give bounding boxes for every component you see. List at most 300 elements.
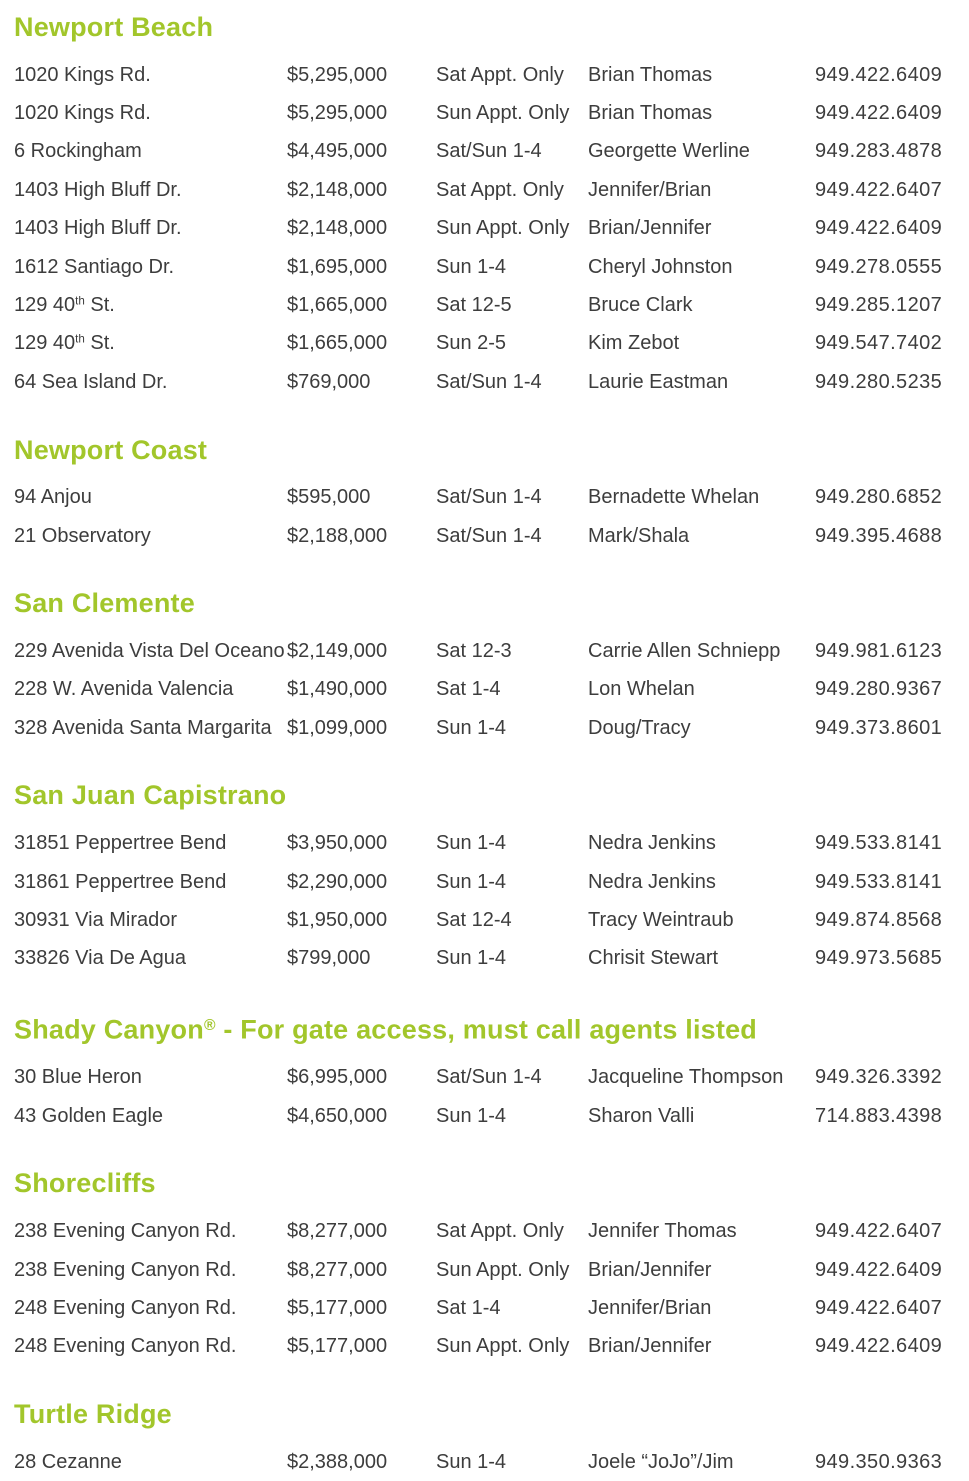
phone-text: 949.422.6409 (815, 1335, 943, 1358)
cell-price (287, 947, 436, 970)
time-text: Sun Appt. Only (436, 102, 570, 125)
cell-agent (588, 871, 815, 894)
address-text: 33826 Via De Agua (14, 947, 187, 970)
price-text: $2,388,000 (287, 1450, 388, 1473)
cell-price (287, 1105, 436, 1128)
cell-address (14, 179, 287, 202)
price-text: $8,277,000 (287, 1258, 388, 1281)
cell-address (14, 102, 287, 125)
address-text: 43 Golden Eagle (14, 1104, 164, 1127)
listing-row (14, 325, 955, 363)
section-heading: San Clemente (14, 588, 195, 619)
cell-address (14, 871, 287, 894)
cell-time (436, 871, 588, 894)
time-text: Sun 1-4 (436, 255, 507, 278)
price-text: $595,000 (287, 486, 371, 509)
cell-price (287, 832, 436, 855)
time-text: Sat Appt. Only (436, 1220, 564, 1243)
listing-row (14, 863, 955, 901)
time-text: Sun 1-4 (436, 716, 507, 739)
agent-text: Lon Whelan (588, 678, 695, 701)
cell-agent (588, 1066, 815, 1089)
cell-address (14, 1335, 287, 1358)
price-text: $5,295,000 (287, 63, 388, 86)
cell-price (287, 294, 436, 317)
address-text: 6 Rockingham (14, 140, 142, 163)
price-text: $1,099,000 (287, 716, 388, 739)
agent-text: Nedra Jenkins (588, 870, 716, 893)
cell-agent (588, 525, 815, 548)
cell-time (436, 1259, 588, 1282)
cell-phone (815, 1451, 955, 1474)
section-heading: San Juan Capistrano (14, 780, 287, 811)
agent-text: Laurie Eastman (588, 370, 729, 393)
cell-phone (815, 717, 955, 740)
listing-row (14, 901, 955, 939)
text-part: St. (84, 294, 115, 317)
text-part: - For gate access, must call agents listed (215, 1014, 757, 1045)
cell-agent (588, 371, 815, 394)
phone-text: 949.285.1207 (815, 294, 943, 317)
price-text: $1,665,000 (287, 294, 388, 317)
agent-text: Cheryl Johnston (588, 255, 733, 278)
cell-phone (815, 1066, 955, 1089)
time-text: Sun 1-4 (436, 1104, 507, 1127)
cell-phone (815, 179, 955, 202)
address-text: 1020 Kings Rd. (14, 63, 151, 86)
price-text: $2,290,000 (287, 870, 388, 893)
listing-row (14, 248, 955, 286)
cell-address (14, 486, 287, 509)
price-text: $3,950,000 (287, 832, 388, 855)
agent-text: Mark/Shala (588, 524, 690, 547)
phone-text: 949.278.0555 (815, 255, 943, 278)
cell-agent (588, 217, 815, 240)
time-text: Sat 1-4 (436, 678, 501, 701)
time-text: Sat/Sun 1-4 (436, 140, 542, 163)
cell-address (14, 1220, 287, 1243)
cell-time (436, 1105, 588, 1128)
cell-agent (588, 179, 815, 202)
cell-phone (815, 640, 955, 663)
agent-text: Kim Zebot (588, 332, 680, 355)
cell-address (14, 332, 287, 355)
cell-price (287, 179, 436, 202)
cell-agent (588, 140, 815, 163)
section-rows (14, 479, 955, 556)
cell-price (287, 371, 436, 394)
cell-agent (588, 1259, 815, 1282)
section-heading (14, 1009, 955, 1047)
cell-address (14, 1066, 287, 1089)
cell-price (287, 871, 436, 894)
cell-agent (588, 1297, 815, 1320)
superscript-text: th (75, 294, 85, 308)
cell-price (287, 717, 436, 740)
time-text: Sun Appt. Only (436, 217, 570, 240)
phone-text: 714.883.4398 (815, 1104, 943, 1127)
address-text: 238 Evening Canyon Rd. (14, 1258, 237, 1281)
phone-text: 949.422.6409 (815, 102, 943, 125)
cell-address (14, 525, 287, 548)
time-text: Sun Appt. Only (436, 1335, 570, 1358)
cell-time (436, 1451, 588, 1474)
cell-phone (815, 1297, 955, 1320)
cell-agent (588, 1220, 815, 1243)
cell-phone (815, 525, 955, 548)
cell-address (14, 1297, 287, 1320)
price-text: $5,177,000 (287, 1296, 388, 1319)
phone-text: 949.422.6409 (815, 1258, 943, 1281)
address-text: 1612 Santiago Dr. (14, 255, 175, 278)
cell-price (287, 1335, 436, 1358)
cell-time (436, 64, 588, 87)
cell-phone (815, 678, 955, 701)
listings (14, 10, 955, 1481)
time-text: Sat Appt. Only (436, 63, 564, 86)
cell-time (436, 332, 588, 355)
cell-address (14, 909, 287, 932)
price-text: $4,650,000 (287, 1104, 388, 1127)
section-heading: Turtle Ridge (14, 1398, 172, 1429)
section-heading: Shorecliffs (14, 1168, 156, 1199)
phone-text: 949.283.4878 (815, 140, 943, 163)
cell-time (436, 909, 588, 932)
section-rows (14, 1212, 955, 1366)
address-text: 1403 High Bluff Dr. (14, 217, 182, 240)
listing-row (14, 1251, 955, 1289)
time-text: Sun 1-4 (436, 832, 507, 855)
phone-text: 949.326.3392 (815, 1066, 943, 1089)
phone-text: 949.422.6409 (815, 217, 943, 240)
phone-text: 949.533.8141 (815, 870, 943, 893)
price-text: $1,695,000 (287, 255, 388, 278)
cell-agent (588, 717, 815, 740)
cell-phone (815, 1259, 955, 1282)
listing-section (14, 1397, 955, 1481)
price-text: $8,277,000 (287, 1220, 388, 1243)
cell-time (436, 179, 588, 202)
cell-time (436, 832, 588, 855)
cell-time (436, 1335, 588, 1358)
cell-agent (588, 947, 815, 970)
listing-row (14, 1097, 955, 1135)
listing-row (14, 824, 955, 862)
phone-text: 949.973.5685 (815, 947, 943, 970)
phone-text: 949.373.8601 (815, 716, 943, 739)
time-text: Sat/Sun 1-4 (436, 524, 542, 547)
listing-section (14, 10, 955, 402)
cell-phone (815, 486, 955, 509)
cell-phone (815, 1220, 955, 1243)
cell-time (436, 1220, 588, 1243)
cell-agent (588, 1451, 815, 1474)
time-text: Sun 1-4 (436, 947, 507, 970)
address-text: 328 Avenida Santa Margarita (14, 716, 272, 739)
address-text: 30 Blue Heron (14, 1066, 142, 1089)
address-text: 1020 Kings Rd. (14, 102, 151, 125)
section-rows (14, 56, 955, 402)
agent-text: Nedra Jenkins (588, 832, 716, 855)
agent-text: Georgette Werline (588, 140, 750, 163)
cell-time (436, 486, 588, 509)
cell-price (287, 1066, 436, 1089)
text-part: Shady Canyon (14, 1014, 204, 1045)
cell-price (287, 256, 436, 279)
cell-phone (815, 102, 955, 125)
time-text: Sun 2-5 (436, 332, 507, 355)
cell-price (287, 332, 436, 355)
address-text: 248 Evening Canyon Rd. (14, 1335, 237, 1358)
listing-row (14, 940, 955, 978)
phone-text: 949.981.6123 (815, 639, 943, 662)
price-text: $799,000 (287, 947, 371, 970)
listing-row (14, 210, 955, 248)
address-text: 248 Evening Canyon Rd. (14, 1296, 237, 1319)
phone-text: 949.280.5235 (815, 370, 943, 393)
listing-row (14, 94, 955, 132)
address-text: 64 Sea Island Dr. (14, 370, 168, 393)
address-text: 28 Cezanne (14, 1450, 122, 1473)
cell-phone (815, 256, 955, 279)
time-text: Sat/Sun 1-4 (436, 370, 542, 393)
listing-section (14, 433, 955, 556)
cell-price (287, 102, 436, 125)
cell-time (436, 294, 588, 317)
listing-row (14, 56, 955, 94)
cell-address (14, 1105, 287, 1128)
listing-row (14, 1059, 955, 1097)
agent-text: Brian/Jennifer (588, 1258, 712, 1281)
cell-phone (815, 832, 955, 855)
cell-phone (815, 947, 955, 970)
address-text: 21 Observatory (14, 524, 151, 547)
listing-section (14, 1166, 955, 1366)
cell-phone (815, 1335, 955, 1358)
agent-text: Jennifer/Brian (588, 1296, 712, 1319)
listing-row (14, 1212, 955, 1250)
time-text: Sat 12-3 (436, 639, 512, 662)
cell-address (14, 294, 287, 317)
cell-agent (588, 1105, 815, 1128)
address-text: 229 Avenida Vista Del Oceano (14, 639, 285, 662)
phone-text: 949.350.9363 (815, 1450, 943, 1473)
listing-row (14, 517, 955, 555)
cell-time (436, 717, 588, 740)
cell-price (287, 64, 436, 87)
phone-text: 949.422.6407 (815, 1220, 943, 1243)
cell-agent (588, 256, 815, 279)
cell-phone (815, 909, 955, 932)
cell-phone (815, 371, 955, 394)
cell-agent (588, 332, 815, 355)
superscript-text: ® (203, 1017, 216, 1035)
cell-price (287, 486, 436, 509)
cell-agent (588, 678, 815, 701)
cell-price (287, 1451, 436, 1474)
phone-text: 949.547.7402 (815, 332, 943, 355)
section-rows (14, 1059, 955, 1136)
cell-time (436, 217, 588, 240)
cell-agent (588, 1335, 815, 1358)
agent-text: Brian/Jennifer (588, 217, 712, 240)
section-rows (14, 1443, 955, 1481)
time-text: Sun Appt. Only (436, 1258, 570, 1281)
cell-address (14, 217, 287, 240)
price-text: $2,188,000 (287, 524, 388, 547)
price-text: $2,148,000 (287, 178, 388, 201)
agent-text: Brian/Jennifer (588, 1335, 712, 1358)
cell-time (436, 525, 588, 548)
cell-time (436, 140, 588, 163)
price-text: $1,950,000 (287, 908, 388, 931)
address-text: 1403 High Bluff Dr. (14, 178, 182, 201)
agent-text: Sharon Valli (588, 1104, 695, 1127)
listing-row (14, 632, 955, 670)
address-text: 238 Evening Canyon Rd. (14, 1220, 237, 1243)
agent-text: Bernadette Whelan (588, 486, 760, 509)
price-text: $769,000 (287, 370, 371, 393)
section-rows (14, 632, 955, 747)
listing-row (14, 286, 955, 324)
cell-agent (588, 832, 815, 855)
agent-text: Jennifer Thomas (588, 1220, 737, 1243)
cell-price (287, 678, 436, 701)
cell-address (14, 640, 287, 663)
address-text (14, 294, 115, 317)
listing-row (14, 1443, 955, 1481)
cell-phone (815, 1105, 955, 1128)
phone-text: 949.280.9367 (815, 678, 943, 701)
cell-time (436, 640, 588, 663)
phone-text: 949.280.6852 (815, 486, 943, 509)
phone-text: 949.422.6409 (815, 63, 943, 86)
price-text: $2,148,000 (287, 217, 388, 240)
listing-row (14, 709, 955, 747)
price-text: $4,495,000 (287, 140, 388, 163)
cell-address (14, 256, 287, 279)
text-part: 129 40 (14, 294, 76, 317)
price-text: $5,295,000 (287, 102, 388, 125)
cell-address (14, 832, 287, 855)
agent-text: Carrie Allen Schniepp (588, 639, 781, 662)
address-text: 30931 Via Mirador (14, 908, 178, 931)
text-part: 129 40 (14, 332, 76, 355)
time-text: Sun 1-4 (436, 870, 507, 893)
cell-price (287, 640, 436, 663)
cell-agent (588, 909, 815, 932)
superscript-text: th (75, 333, 85, 347)
address-text: 31861 Peppertree Bend (14, 870, 227, 893)
agent-text: Tracy Weintraub (588, 908, 734, 931)
text-part: St. (84, 332, 115, 355)
cell-price (287, 1259, 436, 1282)
agent-text: Jennifer/Brian (588, 178, 712, 201)
cell-address (14, 1451, 287, 1474)
cell-agent (588, 486, 815, 509)
agent-text: Bruce Clark (588, 294, 693, 317)
listing-section (14, 1009, 955, 1135)
listing-section (14, 586, 955, 747)
cell-agent (588, 64, 815, 87)
time-text: Sat/Sun 1-4 (436, 1066, 542, 1089)
cell-phone (815, 332, 955, 355)
cell-phone (815, 64, 955, 87)
time-text: Sat Appt. Only (436, 178, 564, 201)
cell-time (436, 102, 588, 125)
cell-phone (815, 217, 955, 240)
listing-section (14, 778, 955, 978)
cell-time (436, 947, 588, 970)
cell-time (436, 371, 588, 394)
address-text: 228 W. Avenida Valencia (14, 678, 234, 701)
agent-text: Brian Thomas (588, 63, 713, 86)
cell-address (14, 947, 287, 970)
cell-phone (815, 871, 955, 894)
price-text: $1,665,000 (287, 332, 388, 355)
price-text: $5,177,000 (287, 1335, 388, 1358)
address-text: 94 Anjou (14, 486, 92, 509)
cell-price (287, 909, 436, 932)
listing-row (14, 133, 955, 171)
time-text: Sat/Sun 1-4 (436, 486, 542, 509)
cell-address (14, 717, 287, 740)
section-rows (14, 824, 955, 978)
section-heading: Newport Beach (14, 12, 214, 42)
cell-price (287, 1297, 436, 1320)
agent-text: Chrisit Stewart (588, 947, 719, 970)
price-text: $6,995,000 (287, 1066, 388, 1089)
time-text: Sun 1-4 (436, 1450, 507, 1473)
listing-row (14, 171, 955, 209)
phone-text: 949.422.6407 (815, 178, 943, 201)
cell-price (287, 140, 436, 163)
cell-phone (815, 294, 955, 317)
agent-text: Doug/Tracy (588, 716, 691, 739)
agent-text: Jacqueline Thompson (588, 1066, 784, 1089)
cell-agent (588, 102, 815, 125)
phone-text: 949.395.4688 (815, 524, 943, 547)
cell-time (436, 256, 588, 279)
address-text (14, 332, 115, 355)
listing-row (14, 1328, 955, 1366)
listing-row (14, 1289, 955, 1327)
cell-phone (815, 140, 955, 163)
agent-text: Joele “JoJo”/Jim (588, 1450, 734, 1473)
cell-address (14, 1259, 287, 1282)
cell-time (436, 678, 588, 701)
listing-row (14, 671, 955, 709)
address-text: 31851 Peppertree Bend (14, 832, 227, 855)
cell-price (287, 1220, 436, 1243)
cell-address (14, 678, 287, 701)
time-text: Sat 12-4 (436, 908, 512, 931)
cell-time (436, 1297, 588, 1320)
price-text: $2,149,000 (287, 639, 388, 662)
cell-agent (588, 640, 815, 663)
cell-price (287, 525, 436, 548)
cell-address (14, 64, 287, 87)
agent-text: Brian Thomas (588, 102, 713, 125)
time-text: Sat 12-5 (436, 294, 512, 317)
listing-row (14, 479, 955, 517)
phone-text: 949.422.6407 (815, 1296, 943, 1319)
cell-agent (588, 294, 815, 317)
phone-text: 949.533.8141 (815, 832, 943, 855)
listing-row (14, 363, 955, 401)
section-heading: Newport Coast (14, 434, 208, 465)
cell-address (14, 371, 287, 394)
